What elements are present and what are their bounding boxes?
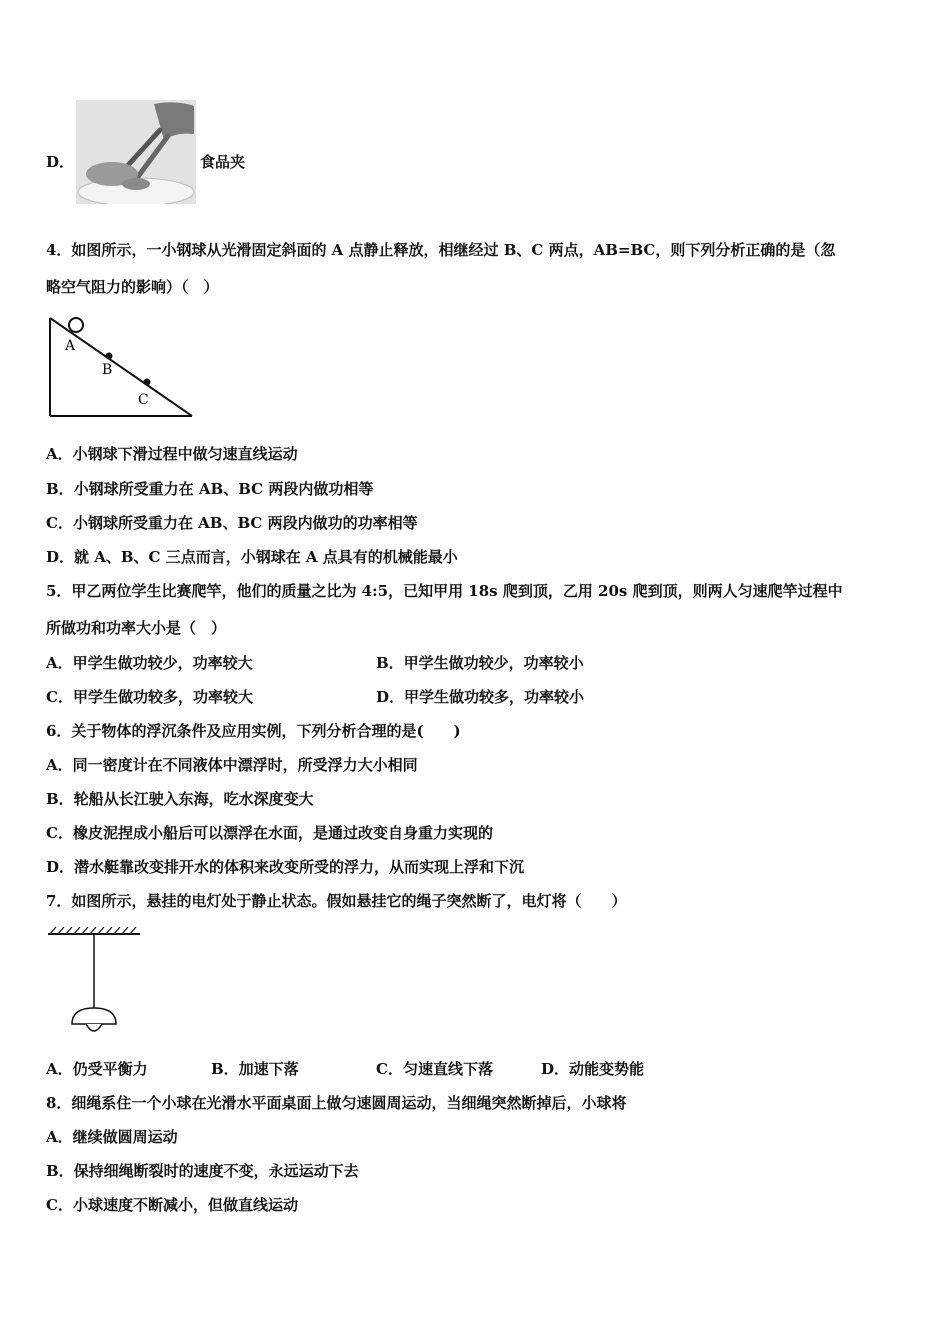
lamp-bulb	[86, 1024, 102, 1031]
q4-stem-line1: 4．如图所示，一小钢球从光滑固定斜面的 A 点静止释放，相继经过 B、C 两点，AB=BC，则下列分析正确的是（忽	[46, 241, 836, 259]
q8-option-c: C．小球速度不断减小，但做直线运动	[46, 1196, 298, 1214]
point-b-label: B	[102, 362, 113, 378]
q6-stem: 6．关于物体的浮沉条件及应用实例，下列分析合理的是( )	[46, 722, 461, 740]
q7-option-c: C．匀速直线下落	[376, 1060, 493, 1078]
q6-option-b: B．轮船从长江驶入东海，吃水深度变大	[46, 790, 314, 808]
q4-option-c: C．小钢球所受重力在 AB、BC 两段内做功的功率相等	[46, 514, 418, 532]
hanging-lamp-diagram	[46, 924, 146, 1040]
q7-option-a: A．仍受平衡力	[46, 1060, 148, 1078]
point-c-label: C	[138, 392, 149, 408]
q6-option-a: A．同一密度计在不同液体中漂浮时，所受浮力大小相同	[46, 756, 418, 774]
incline-diagram	[46, 312, 206, 422]
ceiling-hatch	[50, 927, 136, 934]
q7-stem: 7．如图所示，悬挂的电灯处于静止状态。假如悬挂它的绳子突然断了，电灯将（ ）	[46, 892, 627, 910]
point-a-label: A	[65, 338, 76, 354]
q8-option-b: B．保持细绳断裂时的速度不变，永远运动下去	[46, 1162, 359, 1180]
q4-option-b: B．小钢球所受重力在 AB、BC 两段内做功相等	[46, 480, 374, 498]
q5-option-a: A．甲学生做功较少，功率较大	[46, 654, 253, 672]
q4-option-d: D．就 A、B、C 三点而言，小钢球在 A 点具有的机械能最小	[46, 548, 458, 566]
incline-slope	[50, 318, 192, 416]
q5-stem-line2: 所做功和功率大小是（ ）	[46, 619, 227, 637]
q7-option-d: D．动能变势能	[541, 1060, 645, 1078]
q4-stem-line2: 略空气阻力的影响）（ ）	[46, 278, 219, 296]
q5-option-d: D．甲学生做功较多，功率较小	[376, 688, 585, 706]
q4-option-a: A．小钢球下滑过程中做匀速直线运动	[46, 445, 298, 463]
food-tongs-photo	[76, 100, 196, 204]
q8-option-a: A．继续做圆周运动	[46, 1128, 178, 1146]
q5-option-b: B．甲学生做功较少，功率较小	[376, 654, 584, 672]
q3-option-d-label: D．	[46, 153, 75, 171]
q3-option-d-text: 食品夹	[200, 153, 246, 171]
point-c-dot	[144, 379, 151, 386]
steel-ball	[69, 318, 83, 332]
q8-stem: 8．细绳系住一个小球在光滑水平面桌面上做匀速圆周运动，当细绳突然断掉后，小球将	[46, 1094, 627, 1112]
q5-stem-line1: 5．甲乙两位学生比赛爬竿，他们的质量之比为 4:5，已知甲用 18s 爬到顶，乙用 20s 爬到顶，则两人匀速爬竿过程中	[46, 582, 843, 600]
point-b-dot	[106, 353, 113, 360]
q7-option-b: B．加速下落	[211, 1060, 299, 1078]
q5-option-c: C．甲学生做功较多，功率较大	[46, 688, 253, 706]
lamp-shade	[72, 1008, 116, 1024]
q6-option-d: D．潜水艇靠改变排开水的体积来改变所受的浮力，从而实现上浮和下沉	[46, 858, 525, 876]
q6-option-c: C．橡皮泥捏成小船后可以漂浮在水面，是通过改变自身重力实现的	[46, 824, 493, 842]
